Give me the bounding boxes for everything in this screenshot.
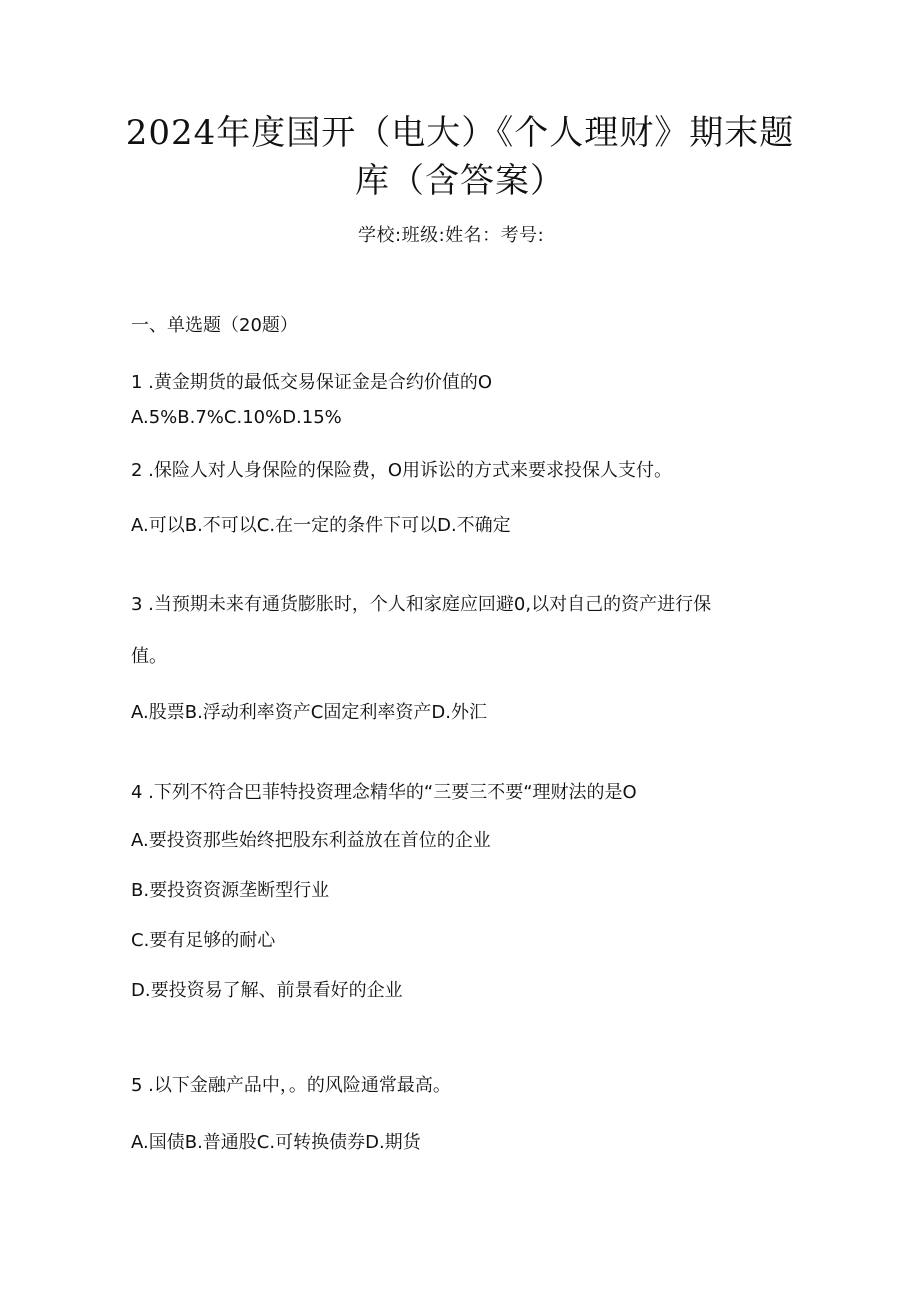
question-4-option-b: B.要投资资源垄断型行业: [131, 880, 330, 901]
student-info-line: 学校:班级:姓名：考号:: [358, 225, 545, 246]
section-heading: 一、单选题（20题）: [131, 315, 298, 336]
question-4-option-c: C.要有足够的耐心: [131, 930, 276, 951]
question-5-options: A.国债B.普通股C.可转换债券D.期货: [131, 1132, 421, 1153]
document-title-line-1: 2024年度国开（电大）《个人理财》期末题: [125, 113, 795, 153]
question-2-options: A.可以B.不可以C.在一定的条件下可以D.不确定: [131, 515, 511, 536]
document-title-line-2: 库（含答案）: [355, 161, 565, 201]
question-4-option-a: A.要投资那些始终把股东利益放在首位的企业: [131, 830, 491, 851]
question-1-options: A.5%B.7%C.10%D.15%: [131, 407, 342, 428]
question-4-option-d: D.要投资易了解、前景看好的企业: [131, 980, 403, 1001]
question-3-stem-line-1: 3 .当预期未来有通货膨胀时，个人和家庭应回避0,以对自己的资产进行保: [131, 594, 712, 615]
question-4-stem: 4 .下列不符合巴菲特投资理念精华的“三要三不要“理财法的是O: [131, 782, 637, 803]
question-1-stem: 1 .黄金期货的最低交易保证金是合约价值的O: [131, 372, 493, 393]
question-3-options: A.股票B.浮动利率资产C固定利率资产D.外汇: [131, 702, 487, 723]
question-5-stem: 5 .以下金融产品中，。的风险通常最高。: [131, 1075, 451, 1096]
question-2-stem: 2 .保险人对人身保险的保险费，O用诉讼的方式来要求投保人支付。: [131, 460, 673, 481]
question-3-stem-line-2: 值。: [131, 646, 167, 667]
